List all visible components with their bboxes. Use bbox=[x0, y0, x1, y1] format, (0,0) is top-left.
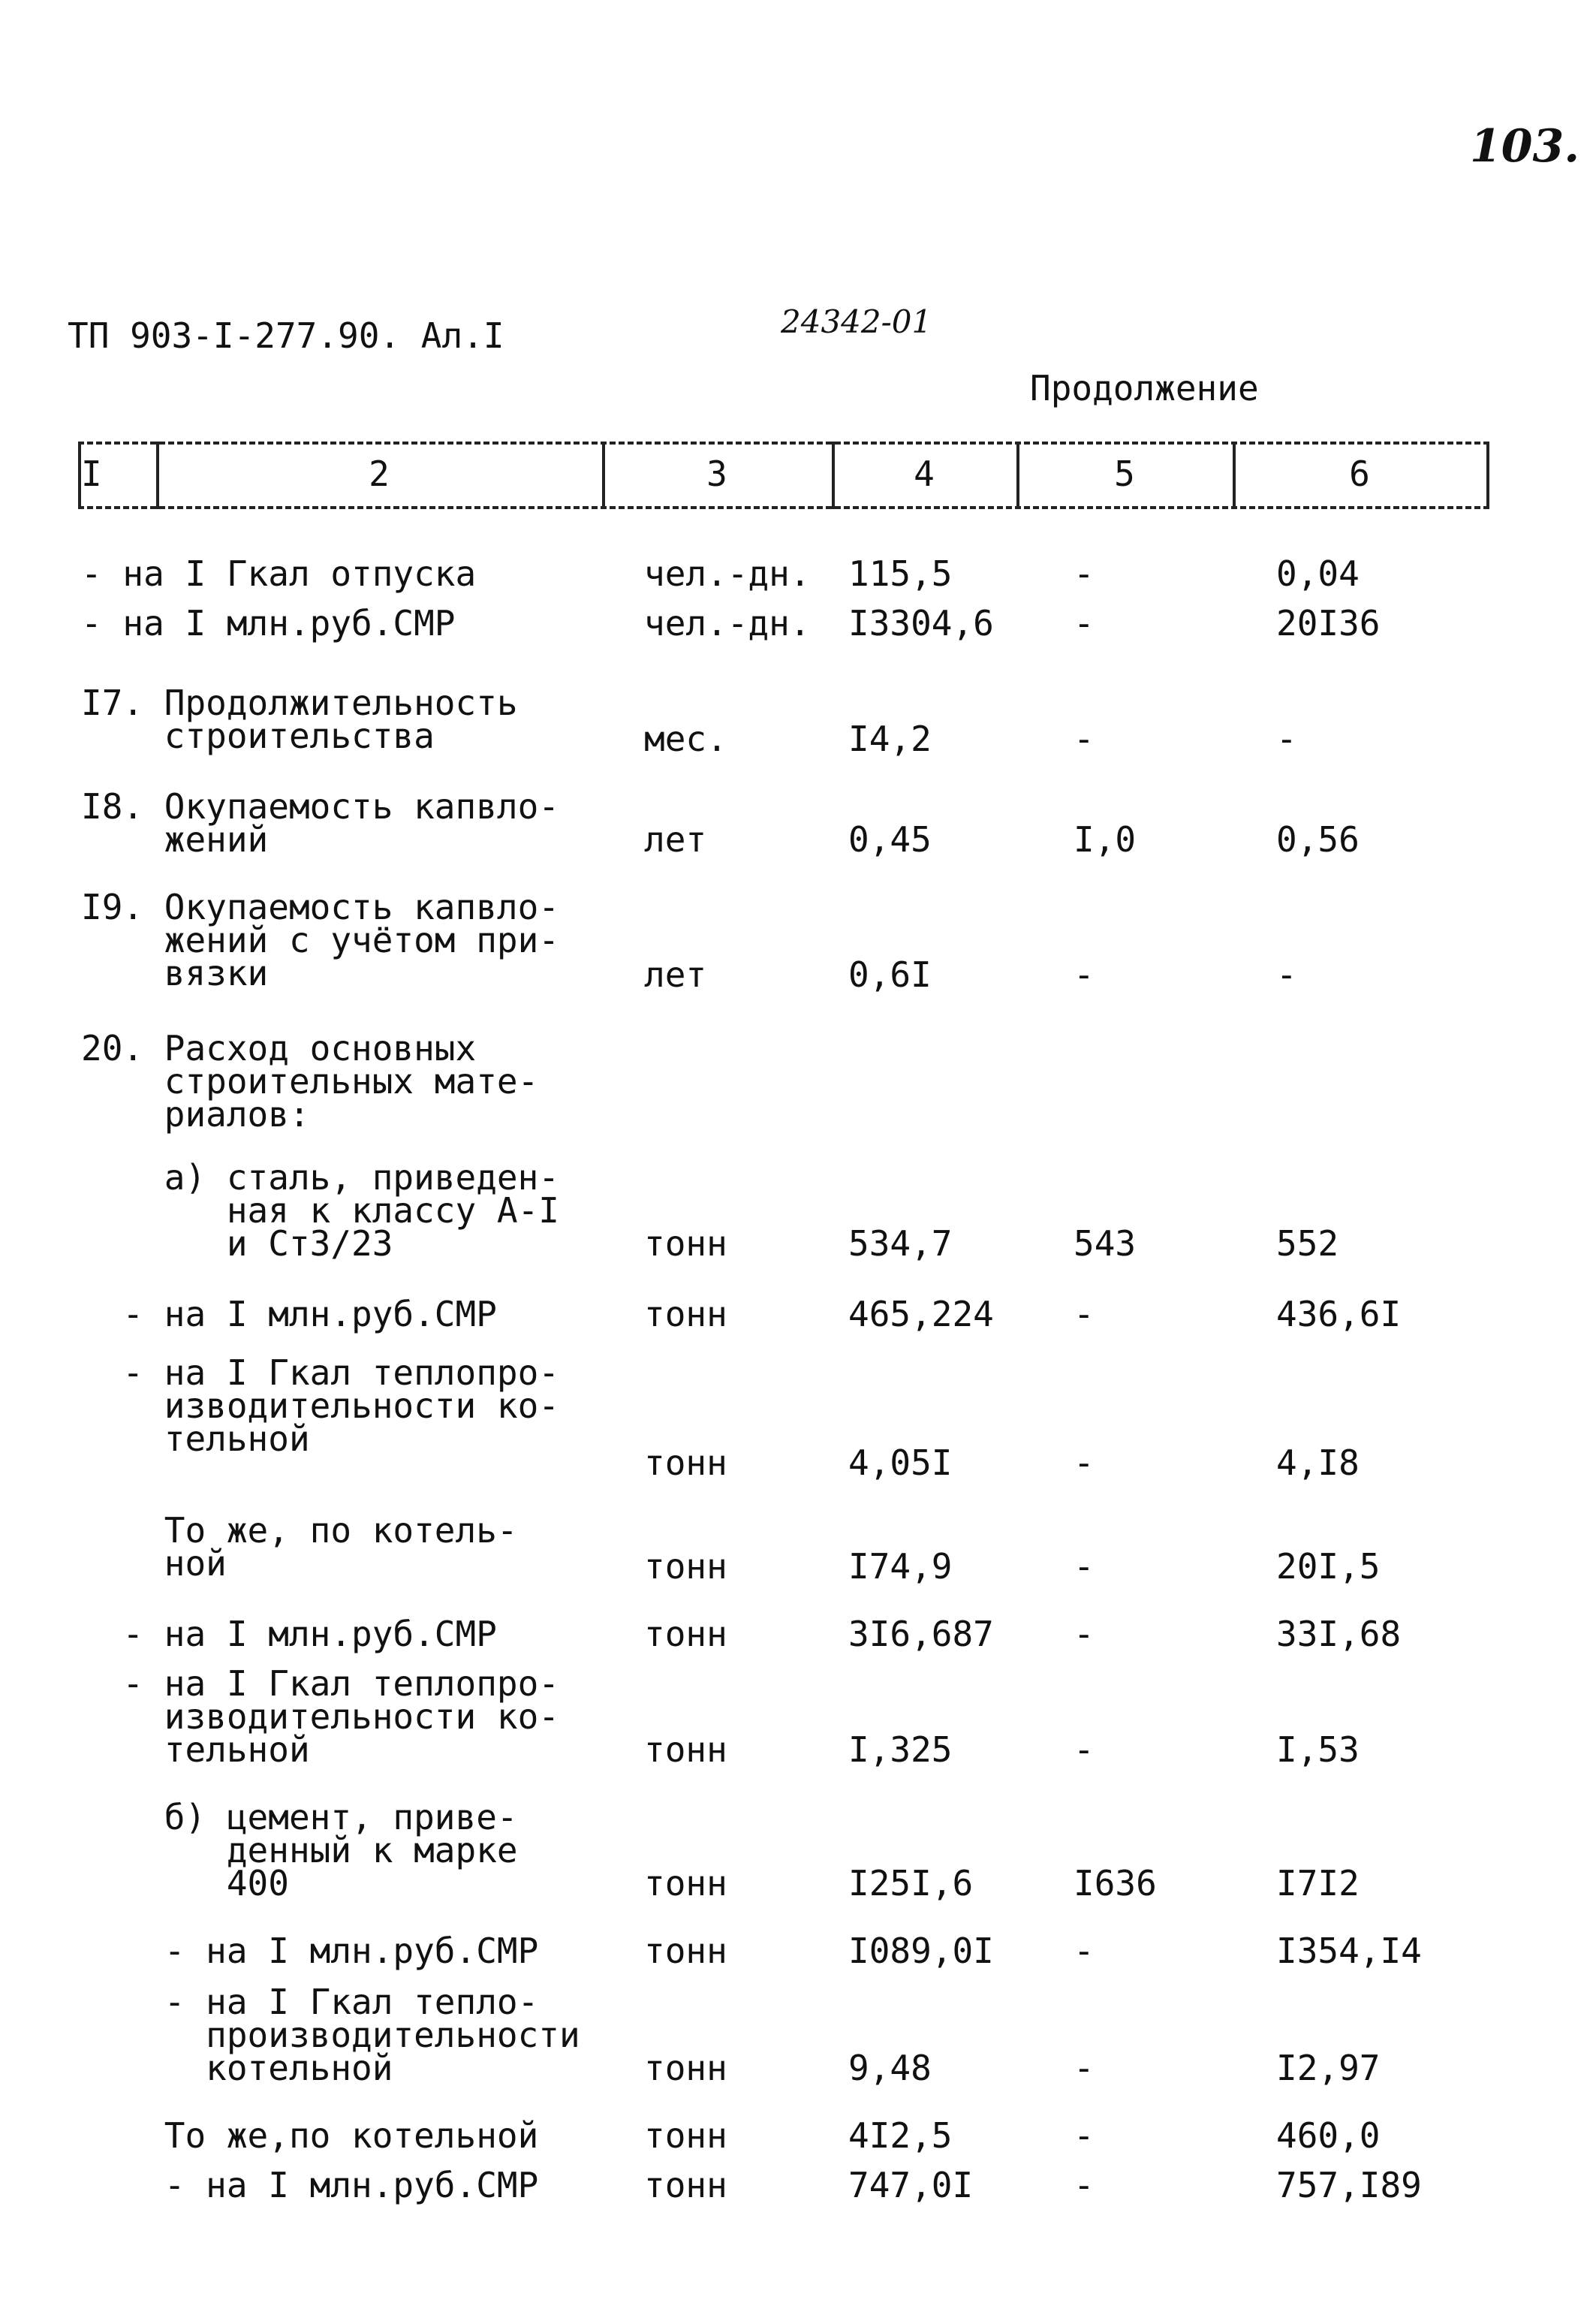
header-col-3: 3 bbox=[706, 454, 727, 494]
row-value-col4: 747,0I bbox=[848, 2165, 974, 2205]
row-label-line: - на I млн.руб.СМР bbox=[81, 603, 456, 644]
row-value-col4: 0,45 bbox=[848, 819, 932, 860]
row-value-col6: 0,04 bbox=[1276, 553, 1360, 594]
row-value-col5: I636 bbox=[1074, 1863, 1157, 1904]
row-label-line: - на I млн.руб.СМР bbox=[81, 1931, 539, 1971]
row-label-line: - на I Гкал отпуска bbox=[81, 553, 477, 594]
row-value-col6: - bbox=[1276, 719, 1297, 759]
row-label-line: - на I Гкал тепло- bbox=[81, 1982, 539, 2022]
row-label-line: жений bbox=[81, 819, 269, 860]
row-unit: чел.-дн. bbox=[644, 553, 811, 594]
row-label-line: строительства bbox=[81, 716, 435, 756]
row-value-col5: 543 bbox=[1074, 1223, 1137, 1264]
header-col-2: 2 bbox=[369, 454, 390, 494]
row-label-line: 20. Расход основных bbox=[81, 1028, 477, 1069]
header-bottom-rule bbox=[78, 506, 1489, 509]
row-value-col6: 460,0 bbox=[1276, 2115, 1381, 2156]
row-unit: тонн bbox=[644, 1223, 727, 1264]
row-label-line: б) цемент, приве- bbox=[81, 1797, 518, 1837]
row-value-col5: - bbox=[1074, 2115, 1095, 2156]
row-unit: лет bbox=[644, 819, 707, 860]
row-value-col4: 3I6,687 bbox=[848, 1614, 994, 1654]
row-label-line: - на I млн.руб.СМР bbox=[81, 1614, 497, 1654]
header-col-1: I bbox=[81, 454, 102, 494]
row-unit: тонн bbox=[644, 1729, 727, 1770]
row-value-col4: 0,6I bbox=[848, 954, 932, 995]
row-value-col6: I354,I4 bbox=[1276, 1931, 1422, 1971]
row-value-col4: I,325 bbox=[848, 1729, 953, 1770]
row-value-col6: 4,I8 bbox=[1276, 1442, 1360, 1483]
continuation-label: Продолжение bbox=[1030, 368, 1259, 408]
row-value-col4: 465,224 bbox=[848, 1294, 994, 1334]
row-value-col6: - bbox=[1276, 954, 1297, 995]
header-divider bbox=[1486, 442, 1489, 509]
row-label-line: ная к классу А-I bbox=[81, 1190, 559, 1231]
row-label-line: производительности bbox=[81, 2015, 580, 2055]
header-col-5: 5 bbox=[1114, 454, 1135, 494]
row-label-line: ной bbox=[81, 1543, 227, 1584]
row-label-line: вязки bbox=[81, 953, 269, 993]
row-label-line: а) сталь, приведен- bbox=[81, 1157, 559, 1198]
row-value-col4: I3304,6 bbox=[848, 603, 994, 644]
handwritten-stamp: 24342-01 bbox=[781, 303, 932, 340]
row-unit: тонн bbox=[644, 1614, 727, 1654]
row-value-col4: 534,7 bbox=[848, 1223, 953, 1264]
row-value-col6: 20I,5 bbox=[1276, 1546, 1381, 1587]
row-value-col5: I,0 bbox=[1074, 819, 1137, 860]
row-label-line: денный к марке bbox=[81, 1830, 518, 1870]
row-label-line: изводительности ко- bbox=[81, 1385, 559, 1426]
row-label-line: тельной bbox=[81, 1418, 310, 1459]
document-code: ТП 903-I-277.90. Ал.I bbox=[68, 315, 504, 356]
row-value-col4: I74,9 bbox=[848, 1546, 953, 1587]
row-value-col5: - bbox=[1074, 954, 1095, 995]
row-label-line: I7. Продолжительность bbox=[81, 683, 518, 723]
row-value-col4: I4,2 bbox=[848, 719, 932, 759]
row-label-line: 400 bbox=[81, 1863, 289, 1904]
header-top-rule bbox=[78, 442, 1489, 445]
row-value-col6: 33I,68 bbox=[1276, 1614, 1402, 1654]
row-value-col5: - bbox=[1074, 553, 1095, 594]
row-value-col6: I2,97 bbox=[1276, 2048, 1381, 2088]
row-value-col4: 4,05I bbox=[848, 1442, 953, 1483]
row-value-col4: 115,5 bbox=[848, 553, 953, 594]
row-label-line: I8. Окупаемость капвло- bbox=[81, 786, 559, 827]
row-label-line: жений с учётом при- bbox=[81, 920, 559, 960]
row-unit: тонн bbox=[644, 1931, 727, 1971]
row-label-line: котельной bbox=[81, 2048, 393, 2088]
row-value-col6: 20I36 bbox=[1276, 603, 1381, 644]
row-unit: тонн bbox=[644, 1294, 727, 1334]
header-col-4: 4 bbox=[914, 454, 935, 494]
row-value-col6: 757,I89 bbox=[1276, 2165, 1422, 2205]
page-number: 103. bbox=[1470, 120, 1580, 173]
row-label-line: - на I млн.руб.СМР bbox=[81, 1294, 497, 1334]
row-label-line: тельной bbox=[81, 1729, 310, 1770]
row-unit: тонн bbox=[644, 2048, 727, 2088]
row-value-col5: - bbox=[1074, 2048, 1095, 2088]
row-value-col4: 4I2,5 bbox=[848, 2115, 953, 2156]
row-value-col5: - bbox=[1074, 2165, 1095, 2205]
row-value-col5: - bbox=[1074, 1546, 1095, 1587]
row-value-col6: I7I2 bbox=[1276, 1863, 1360, 1904]
row-value-col5: - bbox=[1074, 1294, 1095, 1334]
row-unit: тонн bbox=[644, 1442, 727, 1483]
row-label-line: I9. Окупаемость капвло- bbox=[81, 887, 559, 927]
header-col-6: 6 bbox=[1349, 454, 1370, 494]
row-value-col5: - bbox=[1074, 603, 1095, 644]
row-unit: лет bbox=[644, 954, 707, 995]
row-label-line: То же,по котельной bbox=[81, 2115, 539, 2156]
row-value-col4: I089,0I bbox=[848, 1931, 994, 1971]
row-label-line: и Ст3/23 bbox=[81, 1223, 393, 1264]
row-value-col5: - bbox=[1074, 1614, 1095, 1654]
row-value-col6: 552 bbox=[1276, 1223, 1339, 1264]
row-unit: чел.-дн. bbox=[644, 603, 811, 644]
row-unit: мес. bbox=[644, 719, 727, 759]
row-label-line: риалов: bbox=[81, 1094, 310, 1135]
row-value-col6: 436,6I bbox=[1276, 1294, 1402, 1334]
row-value-col5: - bbox=[1074, 719, 1095, 759]
row-label-line: изводительности ко- bbox=[81, 1696, 559, 1737]
row-label-line: строительных мате- bbox=[81, 1061, 539, 1102]
row-unit: тонн bbox=[644, 1546, 727, 1587]
row-label-line: - на I млн.руб.СМР bbox=[81, 2165, 539, 2205]
row-value-col6: 0,56 bbox=[1276, 819, 1360, 860]
row-value-col5: - bbox=[1074, 1931, 1095, 1971]
row-unit: тонн bbox=[644, 2115, 727, 2156]
row-label-line: То же, по котель- bbox=[81, 1510, 518, 1551]
row-label-line: - на I Гкал теплопро- bbox=[81, 1352, 559, 1393]
row-value-col4: 9,48 bbox=[848, 2048, 932, 2088]
row-unit: тонн bbox=[644, 2165, 727, 2205]
row-value-col4: I25I,6 bbox=[848, 1863, 974, 1904]
row-unit: тонн bbox=[644, 1863, 727, 1904]
row-value-col6: I,53 bbox=[1276, 1729, 1360, 1770]
row-label-line: - на I Гкал теплопро- bbox=[81, 1663, 559, 1704]
row-value-col5: - bbox=[1074, 1729, 1095, 1770]
row-value-col5: - bbox=[1074, 1442, 1095, 1483]
